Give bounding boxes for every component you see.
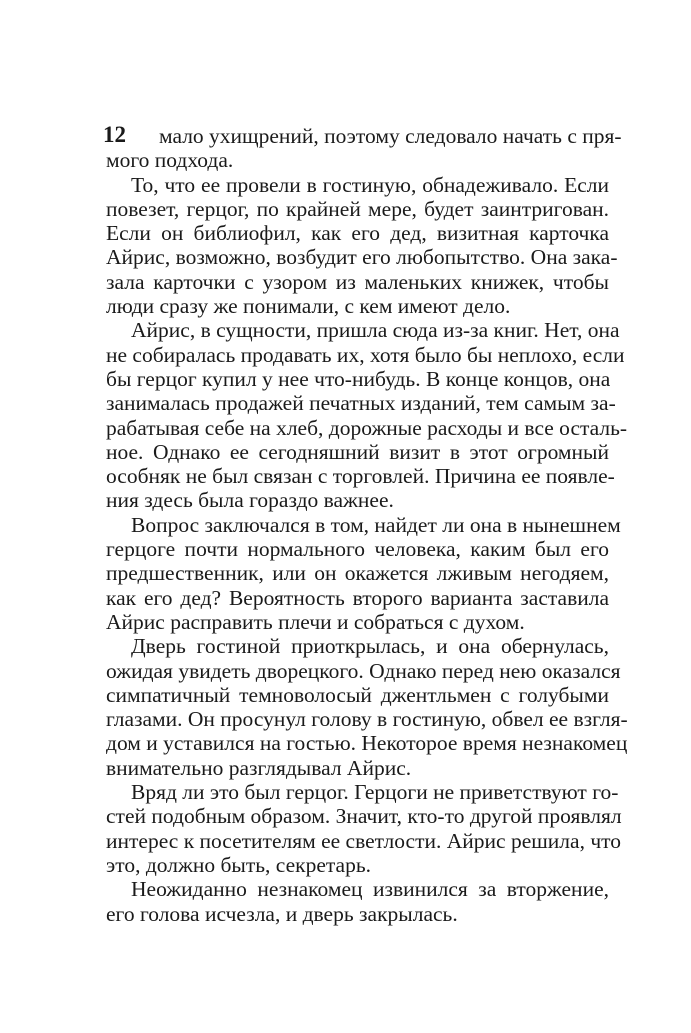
text-line: повезет, герцог, по крайней мере, будет заинтригован. xyxy=(106,196,609,221)
paragraph xyxy=(106,877,609,926)
text-line: его голова исчезла, и дверь закрылась. xyxy=(106,901,458,926)
text-line: Айрис расправить плечи и собраться с духом. xyxy=(106,609,525,634)
text-line: глазами. Он просунул голову в гостиную, обвел ее взгля- xyxy=(106,707,628,732)
text-line: Айрис, возможно, возбудит его любопытство. Она зака- xyxy=(106,245,618,270)
text-line: Если он библиофил, как его дед, визитная карточка xyxy=(106,221,609,246)
text-line: как его дед? Вероятность второго варианта заставила xyxy=(106,585,609,610)
body-text xyxy=(106,124,628,926)
text-line: бы герцог купил у нее что-нибудь. В конце концов, она xyxy=(106,366,611,391)
text-line: Вопрос заключался в том, найдет ли она в нынешнем xyxy=(131,512,621,537)
paragraph xyxy=(106,124,622,173)
text-line: То, что ее провели в гостиную, обнадеживало. Если xyxy=(131,172,609,197)
text-line: люди сразу же понимали, с кем имеют дело. xyxy=(106,294,511,319)
text-line: мого подхода. xyxy=(106,148,234,173)
text-line: зала карточки с узором из маленьких книжек, чтобы xyxy=(106,269,609,294)
text-line: ожидая увидеть дворецкого. Однако перед нею оказался xyxy=(106,658,621,683)
paragraph xyxy=(106,780,622,877)
paragraph xyxy=(106,512,621,634)
text-line: Айрис, в сущности, пришла сюда из-за книг. Нет, она xyxy=(131,318,620,343)
text-line: особняк не был связан с торговлей. Причина ее появле- xyxy=(106,464,615,489)
paragraph xyxy=(106,172,618,319)
text-line: рабатывая себе на хлеб, дорожные расходы и все осталь- xyxy=(106,415,628,440)
text-line: внимательно разглядывал Айрис. xyxy=(106,755,412,780)
page-number: 12 xyxy=(103,122,126,147)
text-line: ное. Однако ее сегодняшний визит в этот огромный xyxy=(106,439,609,464)
text-line: герцоге почти нормального человека, каким был его xyxy=(106,537,609,562)
text-line: дом и уставился на гостью. Некоторое время незнакомец xyxy=(106,731,628,756)
text-line: мало ухищрений, поэтому следовало начать с пря- xyxy=(159,124,622,148)
paragraph xyxy=(106,318,628,513)
paragraph xyxy=(106,634,628,780)
text-line: Вряд ли это был герцог. Герцоги не приветствуют го- xyxy=(131,780,619,805)
text-line: интерес к посетителям ее светлости. Айрис решила, что xyxy=(106,828,621,853)
text-line: занималась продажей печатных изданий, тем самым за- xyxy=(106,391,616,416)
text-line: предшественник, или он окажется лживым негодяем, xyxy=(106,561,609,586)
text-line: Дверь гостиной приоткрылась, и она обернулась, xyxy=(131,634,609,659)
text-line: симпатичный темноволосый джентльмен с голубыми xyxy=(106,682,609,707)
text-line: стей подобным образом. Значит, кто-то другой проявлял xyxy=(106,804,622,829)
text-line: не собиралась продавать их, хотя было бы неплохо, если xyxy=(106,342,625,367)
text-line: это, должно быть, секретарь. xyxy=(106,852,372,877)
text-line: Неожиданно незнакомец извинился за вторжение, xyxy=(131,877,609,902)
text-line: ния здесь была гораздо важнее. xyxy=(106,488,394,513)
